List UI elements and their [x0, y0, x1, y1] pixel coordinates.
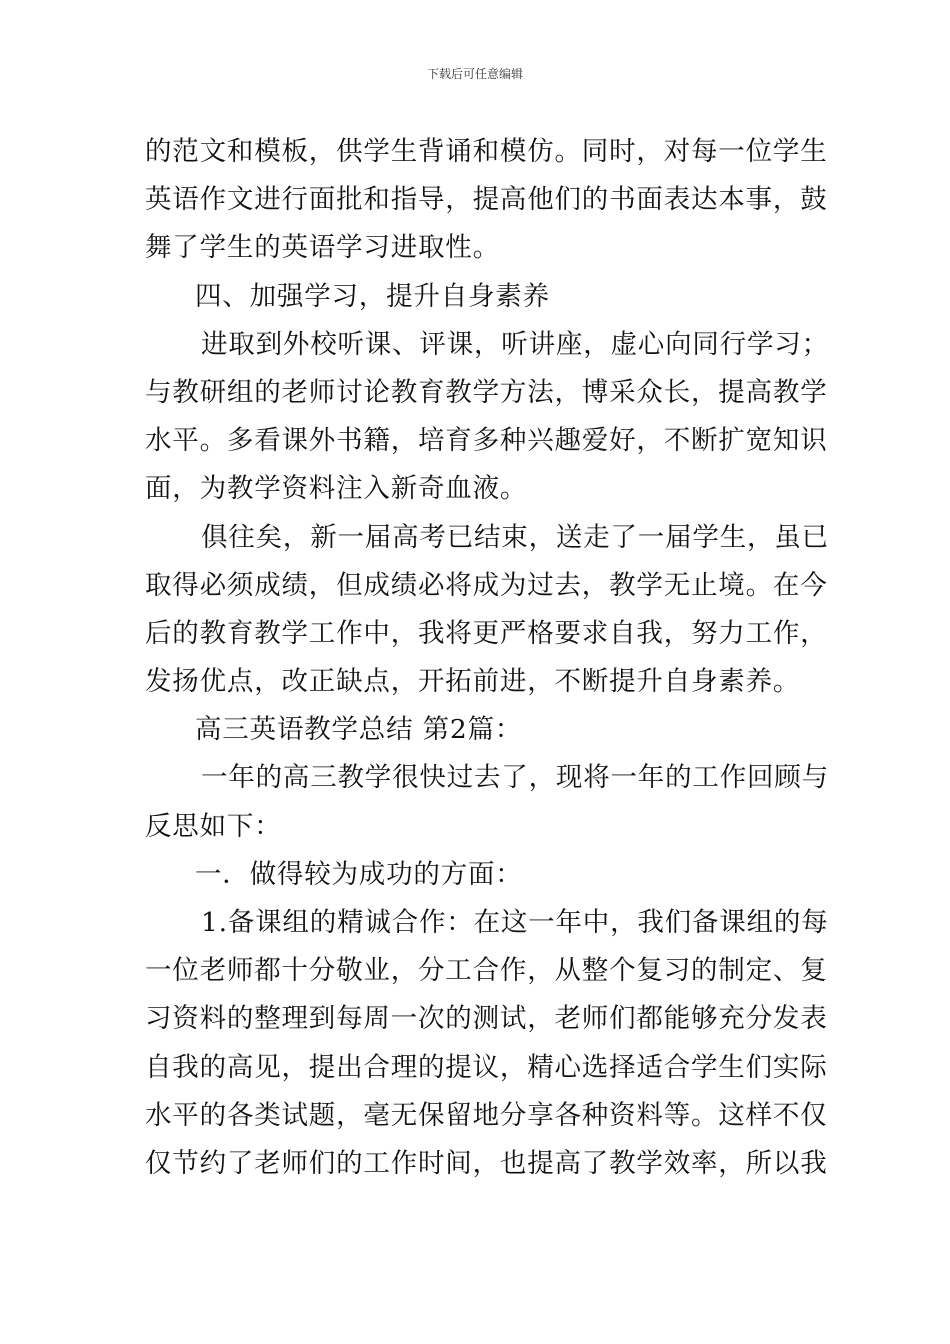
text-line: 1.备课组的精诚合作：在这一年中，我们备课组的每	[201, 907, 829, 938]
document-body	[145, 128, 829, 1188]
text-line: 取得必须成绩，但成绩必将成为过去，教学无止境。在今	[145, 569, 828, 601]
section-heading: 一．做得较为成功的方面：	[195, 858, 523, 890]
text-line: 反思如下：	[145, 810, 282, 842]
section-heading: 高三英语教学总结 第2篇：	[195, 714, 523, 746]
page-header: 下载后可任意编辑	[426, 67, 523, 81]
text-line: 面，为教学资料注入新奇血液。	[145, 473, 528, 505]
text-line: 水平。多看课外书籍，培育多种兴趣爱好，不断扩宽知识	[145, 425, 828, 457]
text-line: 英语作文进行面批和指导，提高他们的书面表达本事，鼓	[145, 184, 828, 216]
text-line: 进取到外校听课、评课，听讲座，虚心向同行学习；	[201, 328, 829, 360]
text-line: 后的教育教学工作中，我将更严格要求自我，努力工作，	[145, 617, 828, 649]
text-line: 仅节约了老师们的工作时间，也提高了教学效率，所以我	[145, 1147, 828, 1179]
text-line: 俱往矣，新一届高考已结束，送走了一届学生，虽已	[201, 521, 829, 553]
text-line: 水平的各类试题，毫无保留地分享各种资料等。这样不仅	[145, 1099, 828, 1131]
text-line: 自我的高见，提出合理的提议，精心选择适合学生们实际	[145, 1051, 828, 1083]
text-line: 与教研组的老师讨论教育教学方法，博采众长，提高教学	[145, 376, 828, 408]
text-line: 舞了学生的英语学习进取性。	[145, 232, 500, 264]
text-line: 一位老师都十分敬业，分工合作，从整个复习的制定、复	[145, 955, 828, 987]
section-heading: 四、加强学习，提升自身素养	[195, 280, 550, 312]
text-line: 一年的高三教学很快过去了，现将一年的工作回顾与	[201, 762, 829, 794]
text-line: 发扬优点，改正缺点，开拓前进，不断提升自身素养。	[145, 666, 801, 698]
text-line: 的范文和模板，供学生背诵和模仿。同时，对每一位学生	[145, 136, 828, 167]
text-line: 习资料的整理到每周一次的测试，老师们都能够充分发表	[145, 1003, 828, 1035]
